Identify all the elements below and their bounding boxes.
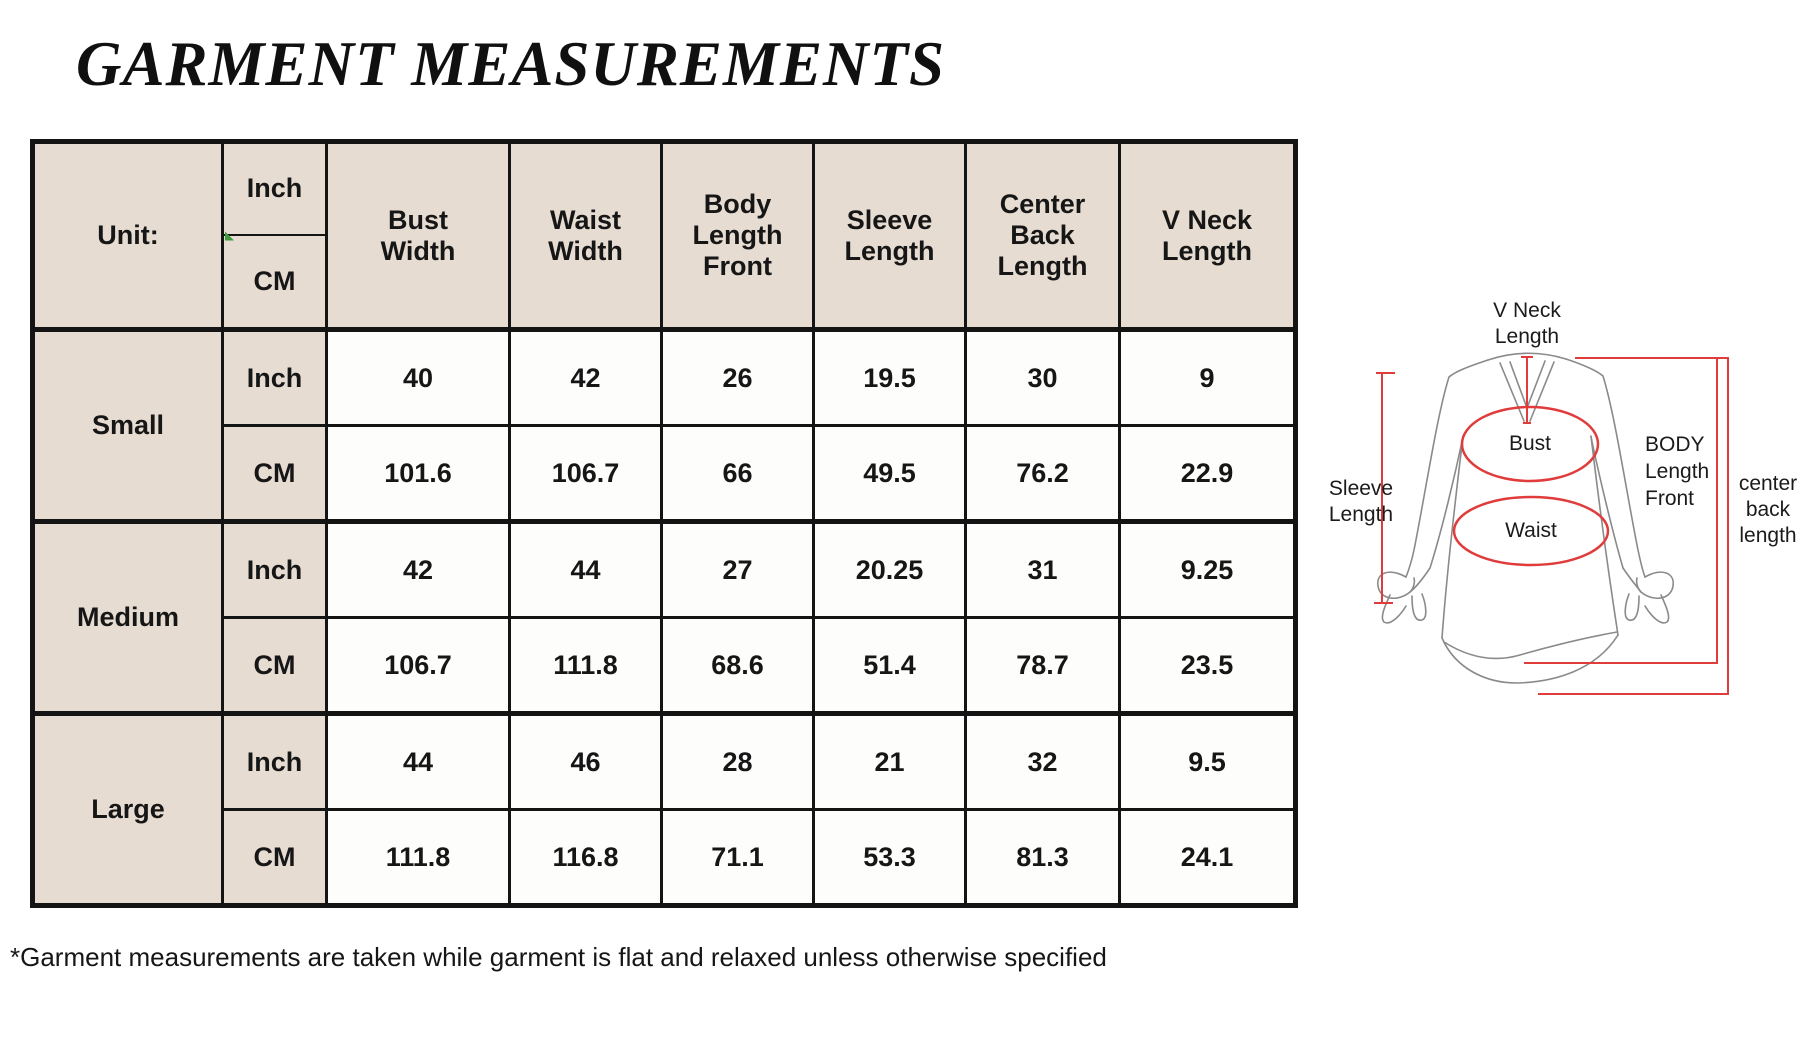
size-label-medium: Medium [33,522,223,714]
column-header-center-back: Center Back Length [966,142,1120,330]
size-label-large: Large [33,714,223,906]
measurement-value: 81.3 [966,810,1120,906]
unit-cell: Inch [223,330,327,426]
measurement-value: 66 [662,426,814,522]
measurement-value: 26 [662,330,814,426]
unit-cell: CM [223,618,327,714]
measurement-value: 68.6 [662,618,814,714]
measurement-value: 49.5 [814,426,966,522]
bust-label: Bust [1508,432,1552,455]
measurement-value: 19.5 [814,330,966,426]
v-neck-length-label: V Neck Length [1493,299,1561,348]
measurement-value: 53.3 [814,810,966,906]
header-row [33,142,1296,330]
measurement-value: 40 [327,330,510,426]
measurement-value: 106.7 [510,426,662,522]
sleeve-length-label: Sleeve Length [1328,477,1394,526]
measurement-value: 71.1 [662,810,814,906]
measurement-value: 23.5 [1120,618,1296,714]
measurement-value: 9.25 [1120,522,1296,618]
body-length-front-label: BODY Length Front [1645,433,1710,510]
column-header-body-length: Body Length Front [662,142,814,330]
unit-cell: CM [223,810,327,906]
unit-cell: CM [223,426,327,522]
measurement-value: 44 [327,714,510,810]
measurement-value: 46 [510,714,662,810]
column-header-v-neck: V Neck Length [1120,142,1296,330]
measurement-value: 51.4 [814,618,966,714]
measurement-value: 9.5 [1120,714,1296,810]
measurement-value: 32 [966,714,1120,810]
unit-cell: Inch [223,522,327,618]
measurement-value: 111.8 [510,618,662,714]
measurement-value: 22.9 [1120,426,1296,522]
measurement-value: 30 [966,330,1120,426]
column-header-sleeve: Sleeve Length [814,142,966,330]
unit-corner-cell: Unit: [33,142,223,330]
measurement-value: 116.8 [510,810,662,906]
measurement-value: 42 [510,330,662,426]
footnote: *Garment measurements are taken while garment is flat and relaxed unless otherwise specified [10,942,1107,972]
table-row [33,714,1296,810]
unit-options-cell [223,142,327,330]
measurement-value: 78.7 [966,618,1120,714]
table-row [33,330,1296,426]
measurement-value: 21 [814,714,966,810]
measurement-value: 31 [966,522,1120,618]
table-row [33,426,1296,522]
table-row [33,810,1296,906]
column-header-waist: Waist Width [510,142,662,330]
measurement-value: 28 [662,714,814,810]
measurement-value: 106.7 [327,618,510,714]
size-label-small: Small [33,330,223,522]
garment-diagram [1320,250,1800,730]
table-row [33,618,1296,714]
measurement-value: 9 [1120,330,1296,426]
v-neck-measure-line [1521,357,1533,423]
column-header-bust: Bust Width [327,142,510,330]
table-row [33,522,1296,618]
measurement-value: 20.25 [814,522,966,618]
measurement-value: 44 [510,522,662,618]
unit-option-cm: CM [253,265,296,296]
measurements-table [30,139,1298,908]
measurement-value: 76.2 [966,426,1120,522]
center-back-length-label: center back length [1738,472,1798,547]
unit-cell: Inch [223,714,327,810]
page-title: GARMENT MEASUREMENTS [76,29,945,99]
waist-label: Waist [1505,519,1557,542]
measurement-value: 101.6 [327,426,510,522]
measurement-value: 27 [662,522,814,618]
measurement-value: 24.1 [1120,810,1296,906]
unit-option-inch: Inch [224,144,325,236]
measurement-value: 111.8 [327,810,510,906]
measurement-value: 42 [327,522,510,618]
